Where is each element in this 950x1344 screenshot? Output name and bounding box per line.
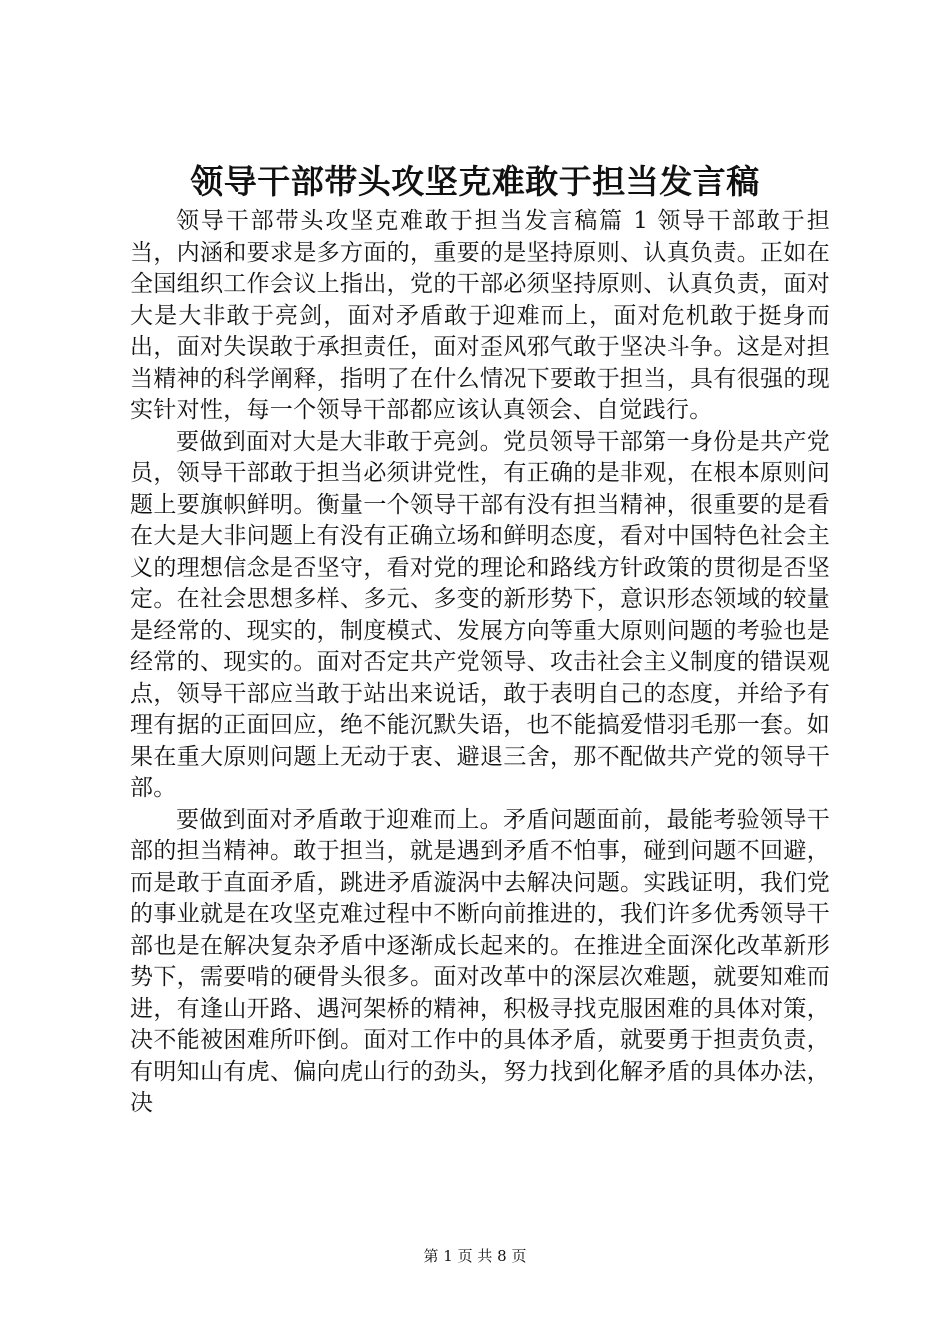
document-title: 领导干部带头攻坚克难敢于担当发言稿 (190, 162, 760, 201)
paragraph: 领导干部带头攻坚克难敢于担当发言稿篇 1 领导干部敢于担当，内涵和要求是多方面的，重要的是坚持原则、认真负责。正如在全国组织工作会议上指出，党的干部必须坚持原则、认真负责，面对大是大非敢于亮剑，面对矛盾敢于迎难而上，面对危机敢于挺身而出，面对失误敢于承担责任，面对歪风邪气敢于坚决斗争。这是对担当精神的科学阐释，指明了在什么情况下要敢于担当，具有很强的现实针对性，每一个领导干部都应该认真领会、自觉践行。 (130, 208, 830, 423)
document-body (130, 206, 830, 1120)
page-footer: 第 1 页 共 8 页 (423, 1247, 527, 1265)
paragraph: 要做到面对大是大非敢于亮剑。党员领导干部第一身份是共产党员，领导干部敢于担当必须讲党性，有正确的是非观，在根本原则问题上要旗帜鲜明。衡量一个领导干部有没有担当精神，很重要的是看在大是大非问题上有没有正确立场和鲜明态度，看对中国特色社会主义的理想信念是否坚守，看对党的理论和路线方针政策的贯彻是否坚定。在社会思想多样、多元、多变的新形势下，意识形态领域的较量是经常的、现实的，制度模式、发展方向等重大原则问题的考验也是经常的、现实的。面对否定共产党领导、攻击社会主义制度的错误观点，领导干部应当敢于站出来说话，敢于表明自己的态度，并给予有理有据的正面回应，绝不能沉默失语，也不能搞爱惜羽毛那一套。如果在重大原则问题上无动于衷、避退三舍，那不配做共产党的领导干部。 (130, 428, 830, 801)
paragraph: 要做到面对矛盾敢于迎难而上。矛盾问题面前，最能考验领导干部的担当精神。敢于担当，就是遇到矛盾不怕事，碰到问题不回避，而是敢于直面矛盾，跳进矛盾漩涡中去解决问题。实践证明，我们党的事业就是在攻坚克难过程中不断向前推进的，我们许多优秀领导干部也是在解决复杂矛盾中逐渐成长起来的。在推进全面深化改革新形势下，需要啃的硬骨头很多。面对改革中的深层次难题，就要知难而进，有逢山开路、遇河架桥的精神，积极寻找克服困难的具体对策，决不能被困难所吓倒。面对工作中的具体矛盾，就要勇于担责负责，有明知山有虎、偏向虎山行的劲头，努力找到化解矛盾的具体办法，决 (130, 806, 830, 1116)
